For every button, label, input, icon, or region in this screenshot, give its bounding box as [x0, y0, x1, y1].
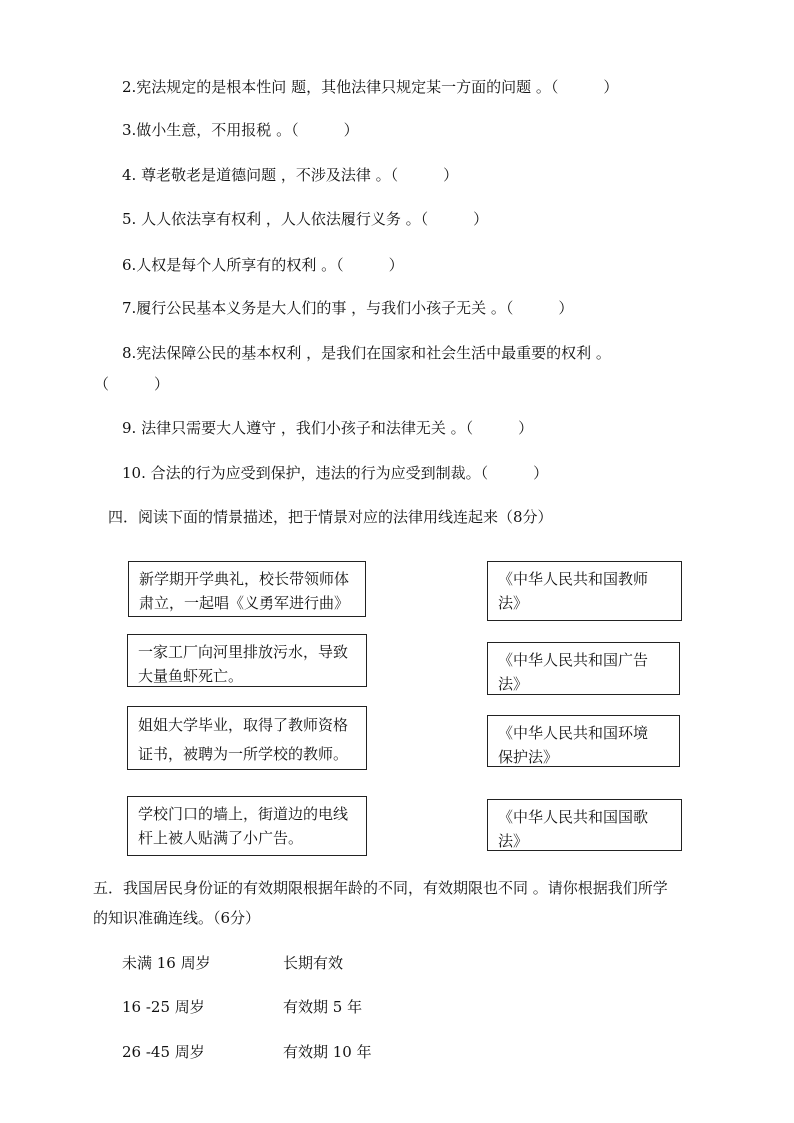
- validity-label[interactable]: 长期有效: [283, 954, 344, 972]
- scene-text-line: 大量鱼虾死亡。: [138, 667, 244, 685]
- validity-label[interactable]: 有效期 5 年: [283, 998, 363, 1016]
- law-box[interactable]: [487, 561, 682, 621]
- scene-text-line: 证书，被聘为一所学校的教师。: [138, 745, 349, 763]
- section-5-title: 五．我国居民身份证的有效期限根据年龄的不同，有效期限也不同 。请你根据我们所学: [93, 879, 668, 897]
- law-text-line: 保护法》: [498, 748, 559, 766]
- law-text-line: 《中华人民共和国国歌: [498, 808, 649, 826]
- law-text-line: 法》: [498, 832, 529, 850]
- age-label[interactable]: 16 -25 周岁: [122, 998, 205, 1016]
- scene-box[interactable]: [127, 706, 367, 770]
- scene-box[interactable]: [127, 796, 367, 856]
- scene-text-line: 姐姐大学毕业，取得了教师资格: [138, 716, 349, 734]
- law-text-line: 法》: [498, 594, 529, 612]
- question-10: 10. 合法的行为应受到保护，违法的行为应受到制裁。（ ）: [122, 464, 549, 482]
- law-text-line: 《中华人民共和国环境: [498, 724, 649, 742]
- law-box[interactable]: [487, 715, 680, 767]
- question-2: 2.宪法规定的是根本性问 题，其他法律只规定某一方面的问题 。（ ）: [122, 78, 619, 96]
- question-6: 6.人权是每个人所享有的权利 。（ ）: [122, 256, 404, 274]
- question-9: 9. 法律只需要大人遵守 ，我们小孩子和法律无关 。（ ）: [122, 419, 534, 437]
- section-4-title: 四．阅读下面的情景描述，把于情景对应的法律用线连起来（8分）: [108, 508, 553, 526]
- question-7: 7.履行公民基本义务是大人们的事 ，与我们小孩子无关 。（ ）: [122, 299, 574, 317]
- law-box[interactable]: [487, 642, 680, 695]
- age-label[interactable]: 26 -45 周岁: [122, 1043, 205, 1061]
- scene-text-line: 新学期开学典礼，校长带领师体: [139, 570, 350, 588]
- scene-text-line: 学校门口的墙上，街道边的电线: [138, 805, 349, 823]
- law-text-line: 《中华人民共和国教师: [498, 570, 649, 588]
- question-8: 8.宪法保障公民的基本权利 ，是我们在国家和社会生活中最重要的权利 。: [122, 344, 611, 362]
- question-3: 3.做小生意，不用报税 。（ ）: [122, 121, 359, 139]
- section-5-title-cont: 的知识准确连线。（6分）: [93, 909, 261, 927]
- scene-text-line: 肃立，一起唱《义勇军进行曲》: [139, 594, 350, 612]
- law-box[interactable]: [487, 799, 682, 851]
- scene-box[interactable]: [128, 561, 366, 617]
- age-label[interactable]: 未满 16 周岁: [122, 954, 211, 972]
- scene-text-line: 一家工厂向河里排放污水，导致: [138, 643, 349, 661]
- law-text-line: 《中华人民共和国广告: [498, 651, 649, 669]
- scene-box[interactable]: [127, 634, 367, 687]
- question-5: 5. 人人依法享有权利 ，人人依法履行义务 。（ ）: [122, 210, 489, 228]
- question-4: 4. 尊老敬老是道德问题 ，不涉及法律 。（ ）: [122, 166, 459, 184]
- law-text-line: 法》: [498, 675, 529, 693]
- scene-text-line: 杆上被人贴满了小广告。: [138, 829, 304, 847]
- validity-label[interactable]: 有效期 10 年: [283, 1043, 372, 1061]
- question-8-blank: （ ）: [94, 375, 170, 393]
